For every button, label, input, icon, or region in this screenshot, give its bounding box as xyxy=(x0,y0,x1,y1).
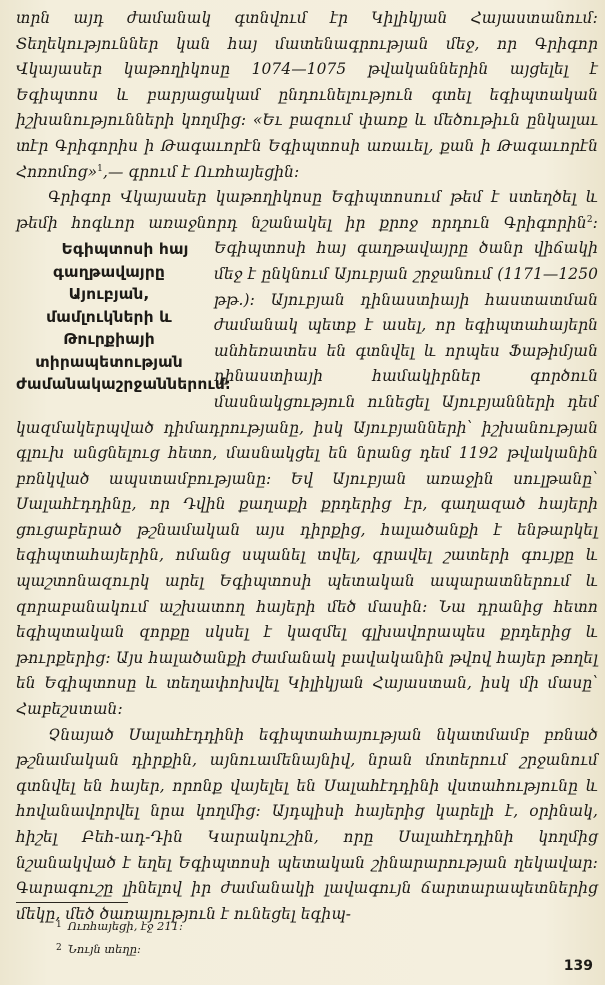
footnote-1 xyxy=(56,914,456,937)
footnote-number: 2 xyxy=(56,943,62,953)
paragraph-1-text: տրն այդ ժամանակ գտնվում էր Կիլիկյան Հայաստանում։ Տեղեկություններ կան հայ մատենագրության մեջ, որ Գրիգոր Վկայասեր կաթողիկոսը 1074—1075 թվականներին այցելել է Եգիպտոս և բարյացակամ ընդունելություն գտել եգիպտական իշխանությունների կողմից։ «Եւ բազում փառք և մեծութիւն ընկալաւ տէր Գրիգորիս ի Թագաւորէն Եգիպտոսի առաւել, քան ի Թագաւորէն Հոռոմոց» xyxy=(16,9,598,181)
paragraph-1 xyxy=(16,6,598,185)
footnote-number: 1 xyxy=(56,920,62,930)
footnote-text: Նույն տեղը։ xyxy=(67,942,141,956)
footnote-text: Ուռհայեցի, էջ 211։ xyxy=(67,919,183,933)
paragraph-1-tail: ,— գրում է Ուռհայեցին։ xyxy=(103,162,300,181)
paragraph-2-end: ։ Եգիպտոսի հայ գաղթավայրը ծանր վիճակի մեջ է ընկնում Այուբյան շրջանում (1171—1250 թթ.)։ Այուբյան դինաստիայի հաստատման ժամանակ պետք է ասել, որ եգիպտահայերն անհեռատես են գտնվել և որպես Ֆաթիմյան դինաստիայի համակիրներ գործուն մասնակցություն ունեցել Այուբյանների դեմ կազմակերպված դիմադրությանը, իսկ Այուբյանների՝ իշխանության գլուխ անցնելուց հետո, մասնակցել են նրանց դեմ 1192 թվականին բռնկված ապստամբությանը։ Եվ Այուբյան առաջին սուլթանը՝ Սալահէդդինը, որ Դվին քաղաքի քրդերից էր, գաղազած հայերի ցուցաբերած թշնամական այս դիրքից, հալածանքի է ենթարկել եգիպտահայերին, ոմանց սպանել տվել, գրավել շատերի գույքը և պաշտոնազուրկ արել Եգիպտոսի պետական ապարատներում և զորաբանակում աշխատող հայերի մեծ մասին։ Նա դրանից հետո եգիպտական զորքը սկսել է կազմել գլխավորապես քրդերից և թուրքերից։ Այս հալածանքի ժամանակ բավականին թվով հայեր թողել են Եգիպտոսը և տեղափոխվել Կիլիկյան Հայաստան, իսկ մի մասը՝ Հաբեշստան։ xyxy=(16,213,598,719)
paragraph-3: Չնայած Սալահէդդինի եգիպտահայության նկատմամբ բռնած թշնամական դիրքին, այնուամենայնիվ, նրան մոտերում շրջանում գտնվել են հայեր, որոնք վայելել են Սալահէդդինի վստահությունը և հովանավորվել նրա կողմից։ Այդպիսի հայերից կարելի է, օրինակ, հիշել Բեհ-ադ-Դին Կարակուշին, որը Սալահէդդինի կողմից նշանակված է եղել Եգիպտոսի պետական շինարարության ղեկավար։ Գարագուշը լինելով իր ժամանակի լավագույն ճարտարապետներից մեկը, մեծ ծառայություն է ունեցել եգիպ- xyxy=(16,725,598,923)
page-number: 139 xyxy=(563,958,593,974)
footnote-2 xyxy=(56,937,456,960)
main-text xyxy=(16,6,598,927)
footnotes xyxy=(56,914,456,960)
paragraph-2-start: Գրիգոր Վկայասեր կաթողիկոսը Եգիպտոսում թեմ է ստեղծել և թեմի հոգևոր առաջնորդ նշանակել իր քրոջ որդուն Գրիգորին xyxy=(16,188,598,232)
sidehead: Եգիպտոսի հայ գաղթավայրը Այուբյան, մամլուկների և Թուրքիայի տիրապետության ժամանակաշրջաններում։ xyxy=(16,240,231,394)
paragraph-2 xyxy=(16,185,598,722)
footnote-divider xyxy=(16,902,128,903)
footnote-ref-1: 1 xyxy=(97,163,103,174)
footnote-ref-2: 2 xyxy=(586,214,593,225)
